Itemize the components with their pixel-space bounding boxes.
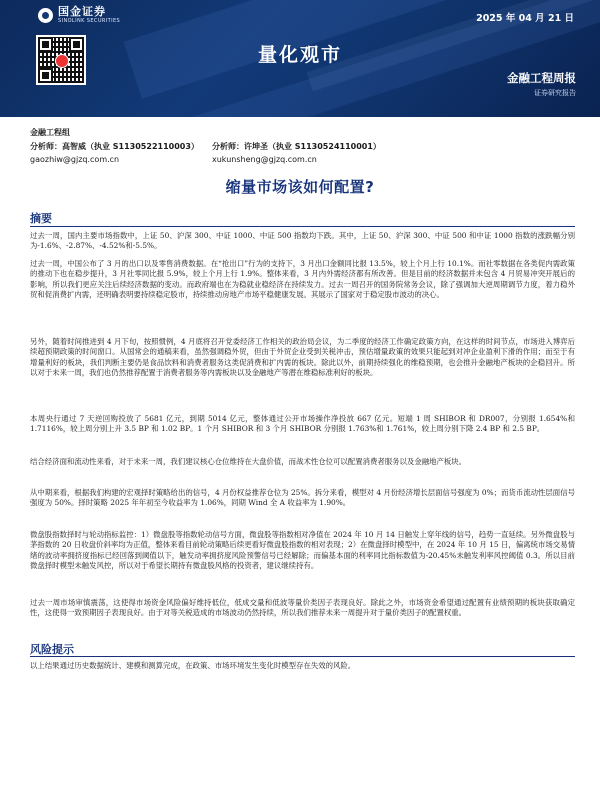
analyst-1-email[interactable]: gaozhiw@gjzq.com.cn xyxy=(30,155,120,164)
report-series-title: 量化观市 xyxy=(257,44,342,66)
header-banner xyxy=(0,0,600,117)
analyst-1: 分析师：高智威（执业 S1130522110003） xyxy=(30,142,199,151)
analyst-2: 分析师：许坤圣（执业 S1130524110001） xyxy=(212,142,381,151)
summary-paragraph: 另外，随着时间推进到 4 月下旬，按照惯例，4 月底将召开党委经济工作相关的政治局会议，为二季度的经济工作确定政策方向，在这样的时间节点，市场进入博弈后续超预期政策的时间窗口。从国常会的通稿来看，虽然强调稳外贸，但由于外贸企业受到关税冲击，预估增量政策的效果只能起到对冲企业盈利下滑的作用；而至于有增量利好的板块，我们判断主要仍是食品饮料和消费者服务这类促消费和扩内需的板块。除此以外，前期持续强化的维稳预期，也会推升金融地产板块的企稳回升。所以对于未来一周，我们也仍然推荐配置于消费者服务等内需板块以及金融地产等潜在维稳标准利好的板块。 xyxy=(30,337,575,378)
summary-paragraph: 本周央行通过 7 天逆回购投放了 5681 亿元，到期 5014 亿元，整体通过公开市场操作净投放 667 亿元。短端 1 周 SHIBOR 和 DR007，分别报 1.654%和 1.7116%，较上周分别上升 3.5 BP 和 1.02 BP。1 个月 SHIBOR 和 3 个月 SHIBOR 分别报 1.763%和 1.761%，较上周分别下降 2.4 BP 和 2.5 BP。 xyxy=(30,414,575,434)
summary-divider xyxy=(30,226,575,227)
analyst-2-email[interactable]: xukunsheng@gjzq.com.cn xyxy=(212,155,317,164)
sinolink-logo xyxy=(38,6,120,24)
logo-name-cn: 国金证券 xyxy=(58,5,106,18)
risk-heading: 风险提示 xyxy=(30,643,74,656)
logo-icon xyxy=(38,8,53,23)
summary-paragraph: 从中期来看，根据我们构建的宏观择时策略给出的信号，4 月份权益推荐仓位为 25%。拆分来看，模型对 4 月份经济增长层面信号强度为 0%；而货币流动性层面信号强度为 50%。择时策略 2025 年年初至今收益率为 1.06%，同期 Wind 全 A 收益率为 1.90%。 xyxy=(30,488,575,508)
logo-name-en: SINOLINK SECURITIES xyxy=(58,18,121,24)
summary-paragraph: 过去一周，国内主要市场指数中，上证 50、沪深 300、中证 1000、中证 500 指数均下跌。其中，上证 50、沪深 300、中证 500 和中证 1000 指数的涨跌幅分别为-1.6%、-2.87%、-4.52%和-5.5%。 xyxy=(30,231,575,251)
risk-divider xyxy=(30,656,575,657)
summary-paragraph: 过去一周市场审慎震荡，这使得市场资金风险偏好维持低位，低成交量和低波等量价类因子表现良好。除此之外，市场资金希望通过配置有业绩预期的板块获取确定性，这使得一致预期因子表现良好。由于对等关税造成的市场波动仍然持续，所以我们推荐未来一周提升对于量价类因子的配置权重。 xyxy=(30,598,575,618)
report-category: 证券研究报告 xyxy=(534,89,576,97)
team-name: 金融工程组 xyxy=(30,128,70,137)
risk-paragraph: 以上结果通过历史数据统计、建模和测算完成，在政策、市场环境发生变化时模型存在失效的风险。 xyxy=(30,661,356,670)
summary-paragraph: 过去一周，中国公布了 3 月的出口以及零售消费数据。在“抢出口”行为的支持下，3 月出口金额同比报 13.5%，较上个月上行 10.1%。而社零数据在各类促内需政策的推动下也在稳步提升，3 月社零同比报 5.9%，较上个月上行 1.9%。整体来看，3 月内外需经济都有所改善。但是目前的经济数据并未包含 4 月贸易冲突开展后的影响，所以我们更应关注后续经济数据的变动。而政府端也在为稳就业稳经济在持续发力。过去一周召开的国务院常务会议，除了强调加大逆周期调节力度，着力稳外贸和促消费扩内需，还明确表明要持续稳定股市，持续推动房地产市场平稳健康发展。其展示了国家对于稳定股市波动的决心。 xyxy=(30,259,575,300)
report-date: 2025 年 04 月 21 日 xyxy=(476,13,574,24)
summary-paragraph: 微盘股指数择时与轮动指标监控：1）微盘股等指数轮动信号方面，微盘股等指数相对净值在 2024 年 10 月 14 日触发上穿年线的信号，趋势一直延续。另外微盘股与茅指数的 20 日收盘价斜率均为正值，整体来看目前轮动策略后续更看好微盘股指数的相对表现；2）在微盘择时模型中，在 2024 年 10 月 15 日，偏离统市场交易情绪的波动率拥挤度指标已经回落到阈值以下，触发动率拥挤度风险预警信号已经解除；而偏基本面的利率同比指标数值为-20.45%未触发利率风控阈值 0.3。所以目前微盘择时模型未触发风控，所以对于希望长期持有微盘股风格的投资者，建议继续持有。 xyxy=(30,530,575,571)
report-series-name: 金融工程周报 xyxy=(507,71,576,85)
summary-paragraph: 结合经济面和流动性来看，对于未来一周，我们建议核心仓位维持在大盘价值，而战术性仓位可以配置消费者服务以及金融地产板块。 xyxy=(30,457,467,466)
report-title: 缩量市场该如何配置? xyxy=(225,178,375,196)
summary-heading: 摘要 xyxy=(30,212,52,225)
